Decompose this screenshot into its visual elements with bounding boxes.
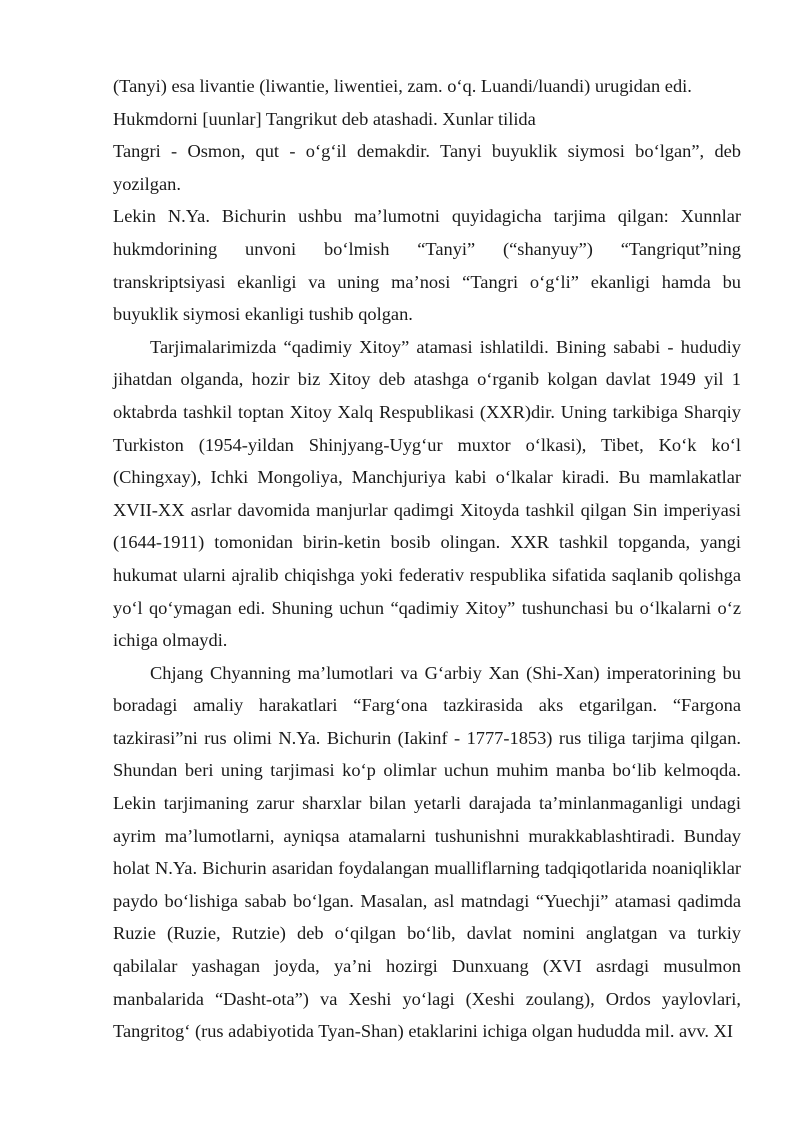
paragraph-continuation xyxy=(113,70,741,135)
text-line: Hukmdorni [uunlar] Tangrikut deb atashadi. Xunlar tilida xyxy=(113,108,536,129)
paragraph-bichurin-translation: Lekin N.Ya. Bichurin ushbu ma’lumotni quyidagicha tarjima qilgan: Xunnlar hukmdorining unvoni bo‘lmish “Tanyi” (“shanyuy”) “Tangriqut”ning transkriptsiyasi ekanligi va uning ma’nosi “Tangri o‘g‘li” ekanligi hamda bu buyuklik siymosi ekanligi tushib qolgan. xyxy=(113,206,741,325)
paragraph-fergana-chronicle: Chjang Chyanning ma’lumotlari va G‘arbiy Xan (Shi-Xan) imperatorining bu boradagi amaliy harakatlari “Farg‘ona tazkirasida aks etgarilgan. “Fargona tazkirasi”ni rus olimi N.Ya. Bichurin (Iakinf - 1777-1853) rus tiliga tarjima qilgan. Shundan beri uning tarjimasi ko‘p olimlar uchun muhim manba bo‘lib kelmoqda. Lekin tarjimaning zarur sharxlar bilan yetarli darajada ta’minlanmaganligi undagi ayrim ma’lumotlarni, ayniqsa atamalarni tushunishni murakkablashtiradi. Bunday holat N.Ya. Bichurin asaridan foydalangan mualliflarning tadqiqotlarida noaniqliklar paydo bo‘lishiga sabab bo‘lgan. Masalan, asl matndagi “Yuechji” atamasi qadimda Ruzie (Ruzie, Rutzie) deb o‘qilgan bo‘lib, davlat nomini anglatgan va turkiy qabilalar yashagan joyda, ya’ni hozirgi Dunxuang (XVI asrdagi musulmon manbalarida “Dasht-ota”) va Xeshi yo‘lagi (Xeshi zoulang), Ordos yaylovlari, Tangritog‘ (rus adabiyotida Tyan-Shan) etaklarini ichiga olgan hududda mil. avv. XI xyxy=(113,662,741,1042)
document-page xyxy=(113,70,741,1048)
paragraph-ancient-china-term: Tarjimalarimizda “qadimiy Xitoy” atamasi ishlatildi. Bining sababi - hududiy jihatdan olganda, hozir biz Xitoy deb atashga o‘rganib kolgan davlat 1949 yil 1 oktabrda tashkil toptan Xitoy Xalq Respublikasi (XXR)dir. Uning tarkibiga Sharqiy Turkiston (1954-yildan Shinjyang-Uyg‘ur muxtor o‘lkasi), Tibet, Ko‘k ko‘l (Chingxay), Ichki Mongoliya, Manchjuriya kabi o‘lkalar kiradi. Bu mamlakatlar XVII-XX asrlar davomida manjurlar qadimgi Xitoyda tashkil qilgan Sin imperiyasi (1644-1911) tomonidan birin-ketin bosib olingan. XXR tashkil topganda, yangi hukumat ularni ajralib chiqishga yoki federativ respublika sifatida saqlanib qolishga yo‘l qo‘ymagan edi. Shuning uchun “qadimiy Xitoy” tushunchasi bu o‘lkalarni o‘z ichiga olmaydi. xyxy=(113,336,741,651)
text-line: (Tanyi) esa livantie (liwantie, liwentiei, zam. o‘q. Luandi/luandi) urugidan edi. xyxy=(113,76,692,96)
paragraph-tangri-definition: Tangri - Osmon, qut - o‘g‘il demakdir. Tanyi buyuklik siymosi bo‘lgan”, deb yozilgan. xyxy=(113,141,741,194)
